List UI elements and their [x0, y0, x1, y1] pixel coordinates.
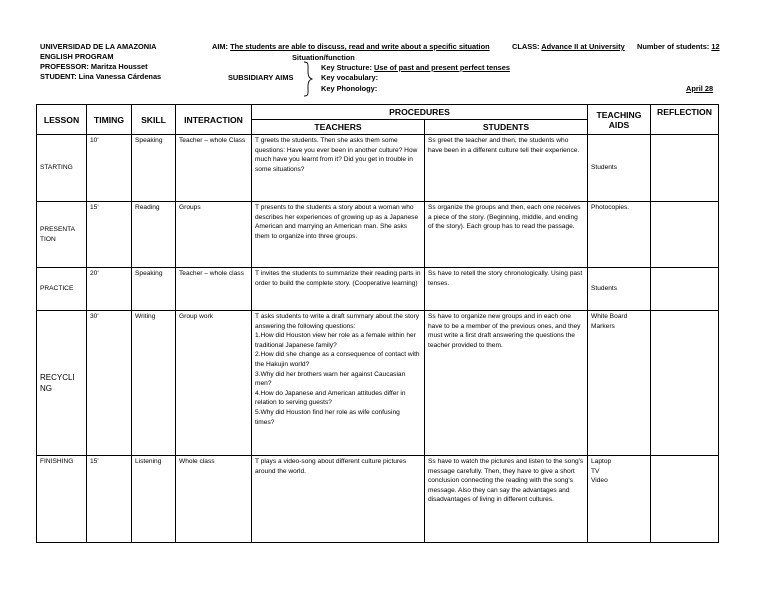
lesson-cell: PRACTICE — [37, 268, 87, 311]
lesson-cell: STARTING — [37, 135, 87, 202]
table-header-row — [37, 105, 719, 120]
teaching-aids-header-line1: TEACHING — [596, 109, 642, 120]
students-cell: Ss have to organize new groups and in each one have to be a member of the previous ones, and they must write a first draft answering the questions the teacher provided to them. — [425, 311, 588, 456]
col-students-header: STUDENTS — [425, 120, 588, 135]
teachers-cell: T presents to the students a story about a woman who describes her experiences of growing up as a Japanese American and marrying an American man. She asks them to organize into three groups. — [252, 202, 425, 268]
lesson-cell: PRESENTA TION — [37, 202, 87, 268]
students-cell: Ss have to retell the story chronologically. Using past tenses. — [425, 268, 588, 311]
university-name: UNIVERSIDAD DE LA AMAZONIA — [40, 42, 157, 51]
col-reflection-header: REFLECTION — [651, 105, 719, 135]
students-cell: Ss have to watch the pictures and listen to the song's message carefully. Then, they have to give a short conclusion connecting the reading with the song's message. Also they can say the advantages and disadvantages of living in different cultures. — [425, 456, 588, 543]
teachers-line: 2.How did she change as a consequence of contact with the Hakujin world? — [255, 351, 420, 368]
lesson-plan-table — [36, 104, 719, 543]
interaction-cell: Teacher – whole Class — [176, 135, 252, 202]
aim-label: AIM: — [212, 42, 229, 51]
aim-line — [212, 42, 490, 52]
reflection-cell — [651, 135, 719, 202]
class-value: Advance II at University — [541, 42, 625, 51]
aids-cell: Students — [588, 135, 651, 202]
table-row — [37, 135, 719, 202]
subsidiary-aims-label: SUBSIDIARY AIMS — [228, 73, 294, 82]
aids-line: Video — [591, 477, 608, 485]
col-skill-header: SKILL — [132, 105, 176, 135]
teachers-line: 5.Why did Houston find her role as wife confusing times? — [255, 408, 400, 426]
skill-cell: Listening — [132, 456, 176, 543]
timing-cell: 20' — [87, 268, 132, 311]
reflection-cell — [651, 268, 719, 311]
teachers-line: 3.Why did her brothers warn her against Caucasian men? — [255, 370, 406, 388]
aids-line: TV — [591, 467, 600, 475]
key-vocabulary: Key vocabulary: — [321, 73, 379, 82]
aids-cell: Photocopies. — [588, 202, 651, 268]
table-row — [37, 311, 719, 456]
aids-cell: White Board Markers — [588, 311, 651, 456]
timing-cell: 15' — [87, 456, 132, 543]
students-count-label: Number of students: — [637, 42, 710, 51]
reflection-cell — [651, 311, 719, 456]
teaching-aids-header-line2: AIDS — [608, 119, 630, 130]
interaction-cell: Teacher – whole class — [176, 268, 252, 311]
timing-cell: 15' — [87, 202, 132, 268]
interaction-cell: Groups — [176, 202, 252, 268]
key-structure-line — [321, 63, 510, 73]
skill-cell: Speaking — [132, 268, 176, 311]
skill-cell: Writing — [132, 311, 176, 456]
interaction-cell: Whole class — [176, 456, 252, 543]
lesson-cell: RECYCLI NG — [37, 311, 87, 456]
col-procedures-header: PROCEDURES — [252, 105, 588, 120]
col-teachers-header: TEACHERS — [252, 120, 425, 135]
aids-cell — [588, 456, 651, 543]
key-phonology: Key Phonology: — [321, 84, 378, 93]
interaction-cell: Group work — [176, 311, 252, 456]
class-label: CLASS: — [512, 42, 540, 51]
aids-line: Laptop — [591, 458, 612, 465]
timing-cell: 10' — [87, 135, 132, 202]
table-row — [37, 268, 719, 311]
professor-name: PROFESSOR: Maritza Housset — [40, 62, 148, 71]
col-teaching-aids-header — [588, 105, 651, 135]
teachers-cell: T invites the students to summarize their reading parts in order to build the complete story. (Cooperative learning) — [252, 268, 425, 311]
teachers-cell: T greets the students. Then she asks them some questions: Have you ever been in another culture? How much have you learnt from it? Did you get in trouble in some situations? — [252, 135, 425, 202]
lesson-cell: FINISHING — [37, 456, 87, 543]
col-lesson-header: LESSON — [37, 105, 87, 135]
table-row — [37, 202, 719, 268]
teachers-line: 4.How do Japanese and American attitudes differ in relation to serving guests? — [255, 389, 406, 407]
teachers-cell: T plays a video-song about different culture pictures around the world. — [252, 456, 425, 543]
students-cell: Ss organize the groups and then, each one receives a piece of the story. (Beginning, middle, and ending of the story). Each group has to read the passage. — [425, 202, 588, 268]
reflection-cell — [651, 456, 719, 543]
teachers-line: T asks students to write a draft summary about the story answering the following questions: — [255, 313, 420, 330]
key-structure-value: Use of past and present perfect tenses — [374, 63, 510, 72]
situation-function: Situation/function — [292, 53, 355, 62]
students-cell: Ss greet the teacher and then, the students who have been in a different culture tell their experience. — [425, 135, 588, 202]
teachers-cell — [252, 311, 425, 456]
reflection-cell — [651, 202, 719, 268]
teachers-line: 1.How did Houston view her role as a female within her traditional Japanese family? — [255, 332, 416, 349]
skill-cell: Speaking — [132, 135, 176, 202]
students-count-line — [637, 42, 720, 52]
student-name: STUDENT: Lina Vanessa Cárdenas — [40, 72, 162, 81]
students-count-value: 12 — [711, 42, 720, 51]
aim-text: The students are able to discuss, read and write about a specific situation — [230, 42, 490, 51]
key-structure-label: Key Structure: — [321, 63, 372, 72]
aids-cell: Students — [588, 268, 651, 311]
timing-cell: 30' — [87, 311, 132, 456]
class-line — [512, 42, 625, 52]
program-name: ENGLISH PROGRAM — [40, 52, 114, 61]
skill-cell: Reading — [132, 202, 176, 268]
table-row — [37, 456, 719, 543]
col-timing-header: TIMING — [87, 105, 132, 135]
lesson-date: April 28 — [686, 84, 714, 93]
col-interaction-header: INTERACTION — [176, 105, 252, 135]
curly-brace-icon — [303, 61, 313, 97]
